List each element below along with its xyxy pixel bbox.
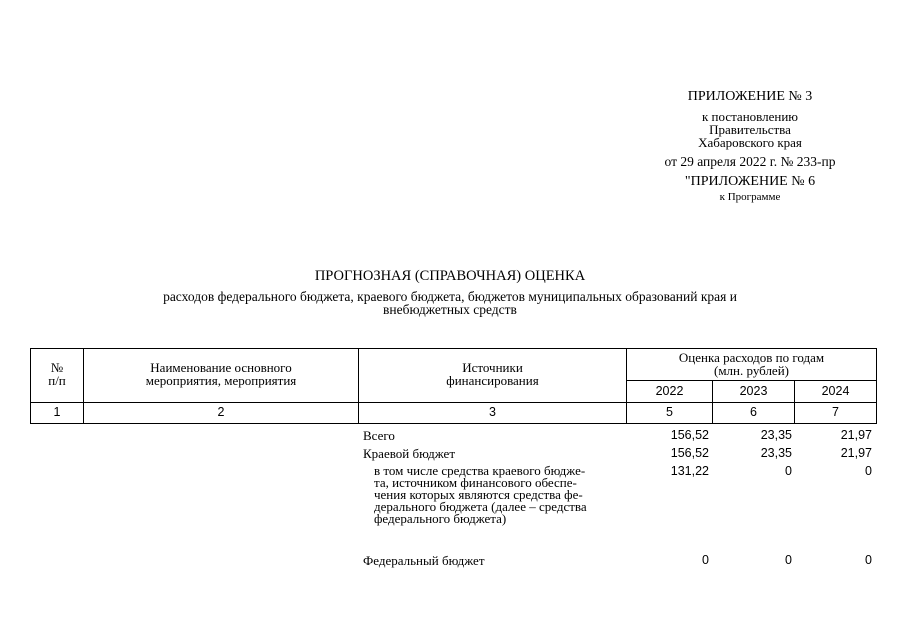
value-federal-funds-2023: 0	[785, 464, 792, 478]
header-sources: Источники	[462, 360, 523, 375]
row-label-federal-funds-line-2: та, источником финансового обеспе-	[374, 475, 577, 490]
appendix-title: ПРИЛОЖЕНИЕ № 3	[687, 89, 813, 104]
appendix-prior-title: "ПРИЛОЖЕНИЕ № 6	[684, 174, 816, 189]
column-number-2: 2	[217, 405, 225, 419]
document-subtitle-line-1: расходов федерального бюджета, краевого бюджета, бюджетов муниципальных образований края и	[163, 289, 737, 304]
header-estimate-unit: (млн. рублей)	[714, 363, 789, 378]
row-label-federal-funds-line-5: федерального бюджета)	[374, 511, 507, 526]
document-subtitle-line-2: внебюджетных средств	[383, 302, 517, 317]
value-federal-2023: 0	[785, 553, 792, 567]
value-total-2023: 23,35	[760, 428, 792, 442]
row-label-total: Всего	[363, 428, 395, 443]
value-federal-2022: 0	[702, 553, 709, 567]
header-sources-sub: финансирования	[446, 373, 539, 388]
row-label-federal-budget: Федеральный бюджет	[363, 553, 485, 568]
column-number-5: 5	[666, 405, 673, 419]
header-estimate: Оценка расходов по годам	[678, 350, 825, 365]
column-number-7: 7	[832, 405, 839, 419]
appendix-government-line: Правительства	[709, 122, 791, 137]
value-regional-2023: 23,35	[760, 446, 792, 460]
header-number: №	[50, 360, 64, 375]
appendix-program-line: к Программе	[719, 191, 781, 203]
table-col-line	[876, 348, 877, 423]
table-header-bottom	[30, 402, 877, 403]
value-regional-2024: 21,97	[840, 446, 872, 460]
column-number-3: 3	[489, 405, 496, 419]
value-federal-funds-2024: 0	[865, 464, 872, 478]
header-year-2023: 2023	[739, 384, 768, 398]
value-federal-funds-2022: 131,22	[670, 464, 709, 478]
row-label-regional-budget: Краевой бюджет	[363, 446, 456, 461]
table-border-top	[30, 348, 877, 349]
appendix-region-line: Хабаровского края	[698, 135, 802, 150]
appendix-resolution-line: к постановлению	[701, 109, 799, 124]
appendix-date-line: от 29 апреля 2022 г. № 233-пр	[664, 154, 836, 169]
row-label-federal-funds-line-4: дерального бюджета (далее – средства	[374, 499, 587, 514]
row-label-federal-funds-line-1: в том числе средства краевого бюдже-	[374, 463, 586, 478]
table-numbers-bottom	[30, 423, 877, 424]
value-total-2022: 156,52	[670, 428, 709, 442]
header-year-2022: 2022	[655, 384, 684, 398]
header-event-name: Наименование основного	[150, 360, 292, 375]
table-years-divider	[626, 380, 877, 381]
document-title: ПРОГНОЗНАЯ (СПРАВОЧНАЯ) ОЦЕНКА	[314, 268, 586, 284]
value-regional-2022: 156,52	[670, 446, 709, 460]
column-number-1: 1	[53, 405, 61, 419]
value-federal-2024: 0	[865, 553, 872, 567]
column-number-6: 6	[750, 405, 757, 419]
header-number-sub: п/п	[48, 373, 66, 388]
row-label-federal-funds-line-3: чения которых являются средства фе-	[374, 487, 583, 502]
header-event-name-sub: мероприятия, мероприятия	[145, 373, 297, 388]
value-total-2024: 21,97	[840, 428, 872, 442]
header-year-2024: 2024	[821, 384, 850, 398]
